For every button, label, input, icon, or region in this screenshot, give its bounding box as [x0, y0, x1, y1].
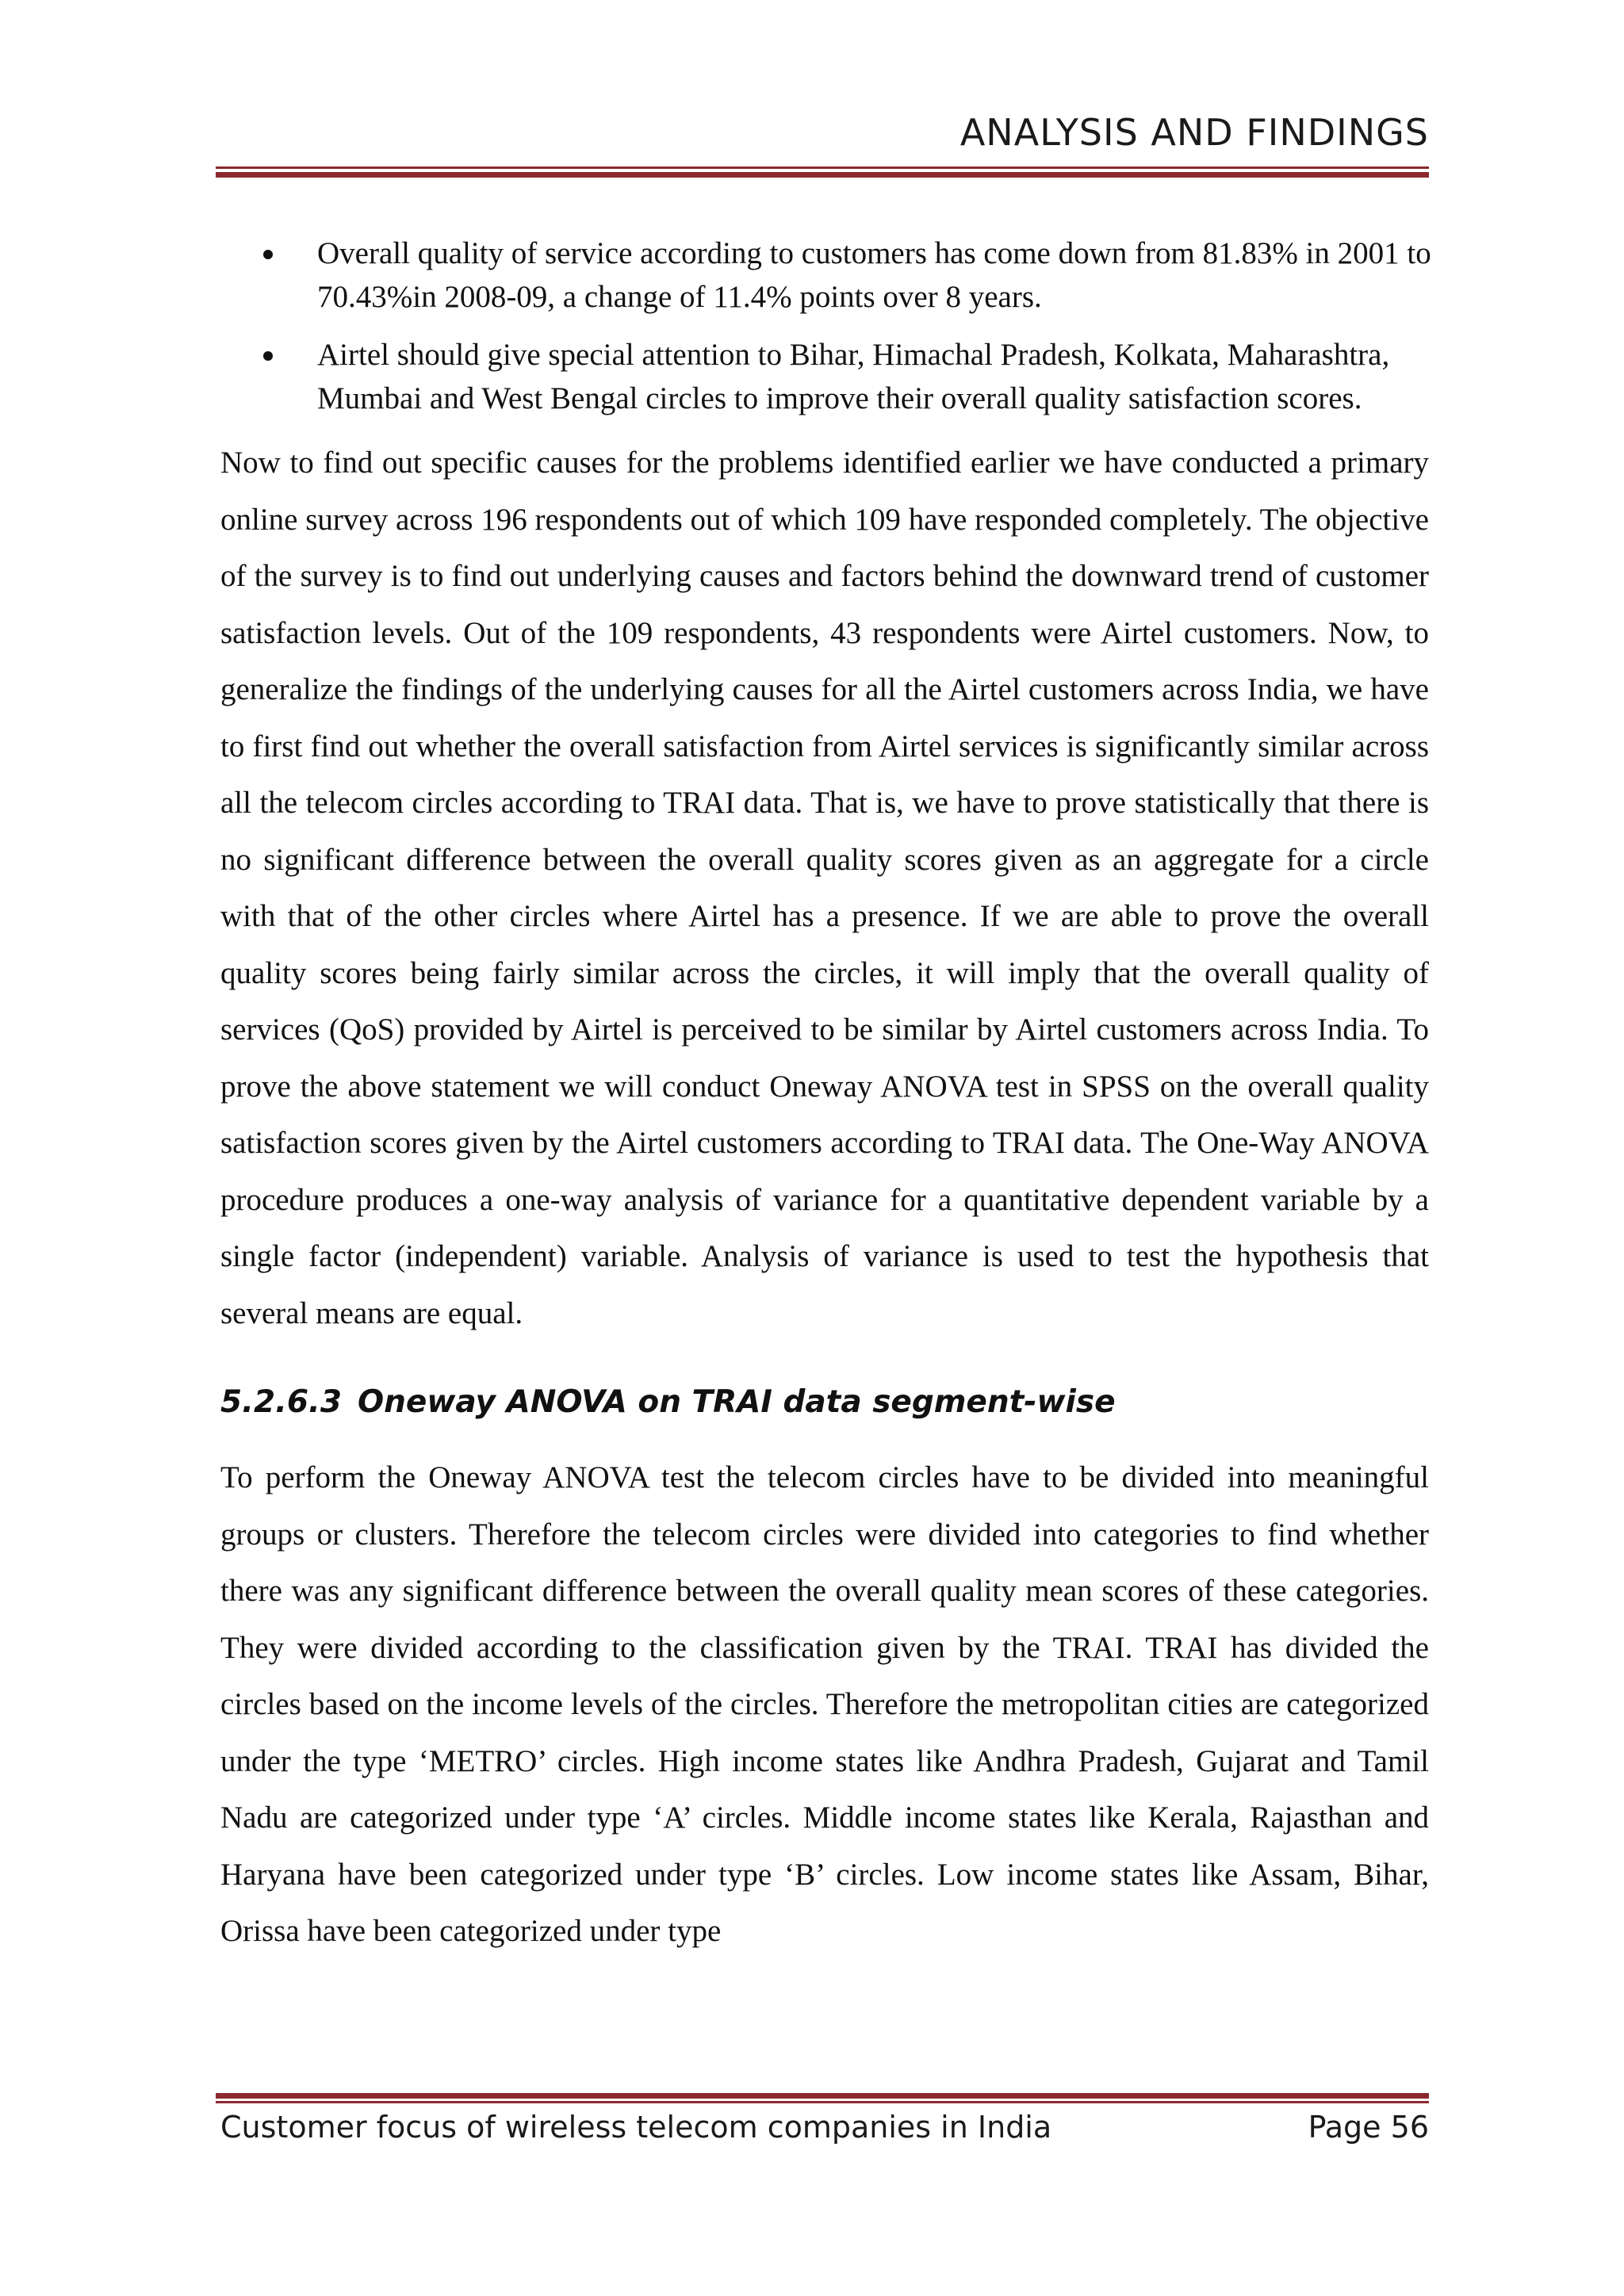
header-rule-thick — [216, 172, 1429, 178]
bullet-text: Airtel should give special attention to Bihar, Himachal Pradesh, Kolkata, Maharashtra, Mumbai and West Bengal circles to improve their overall quality satisfaction scores. — [317, 338, 1390, 415]
bullet-text: Overall quality of service according to customers has come down from 81.83% in 2001 to 70.43%in 2008-09, a change of 11.4% points over 8 years. — [317, 236, 1431, 314]
list-item — [220, 232, 1451, 319]
bullet-icon — [263, 351, 273, 361]
bullet-icon — [263, 250, 273, 259]
header-rule-thin — [216, 166, 1429, 169]
page-number: Page 56 — [1308, 2110, 1429, 2145]
section-number: 5.2.6.3 — [220, 1384, 342, 1420]
section-title: Oneway ANOVA on TRAI data segment-wise — [358, 1384, 1116, 1420]
footer-rule-thin — [216, 2101, 1429, 2103]
running-header: ANALYSIS AND FINDINGS — [959, 111, 1429, 154]
body-paragraph: To perform the Oneway ANOVA test the telecom circles have to be divided into meaningful groups or clusters. Therefore the telecom circles were divided into categories to find whether there was any significant difference between the overall quality mean scores of these categories. They were divided according to the classification given by the TRAI. TRAI has divided the circles based on the income levels of the circles. Therefore the metropolitan cities are categorized under the type ‘METRO’ circles. High income states like Andhra Pradesh, Gujarat and Tamil Nadu are categorized under type ‘A’ circles. Middle income states like Kerala, Rajasthan and Haryana have been categorized under type ‘B’ circles. Low income states like Assam, Bihar, Orissa have been categorized under type — [220, 1460, 1429, 1948]
running-footer: Customer focus of wireless telecom companies in India — [220, 2110, 1052, 2145]
list-item — [220, 333, 1451, 420]
body-paragraph: Now to find out specific causes for the problems identified earlier we have conducted a primary online survey across 196 respondents out of which 109 have responded completely. The objective of the survey is to find out underlying causes and factors behind the downward trend of customer satisfaction levels. Out of the 109 respondents, 43 respondents were Airtel customers. Now, to generalize the findings of the underlying causes for all the Airtel customers across India, we have to first find out whether the overall satisfaction from Airtel services is significantly similar across all the telecom circles according to TRAI data. That is, we have to prove statistically that there is no significant difference between the overall quality scores given as an aggregate for a circle with that of the other circles where Airtel has a presence. If we are able to prove the overall quality scores being fairly similar across the circles, it will imply that the overall quality of services (QoS) provided by Airtel is perceived to be similar by Airtel customers across India. To prove the above statement we will conduct Oneway ANOVA test in SPSS on the overall quality satisfaction scores given by the Airtel customers according to TRAI data. The One-Way ANOVA procedure produces a one-way analysis of variance for a quantitative dependent variable by a single factor (independent) variable. Analysis of variance is used to test the hypothesis that several means are equal. — [220, 446, 1429, 1330]
footer-rule-thick — [216, 2093, 1429, 2099]
bullet-list — [220, 232, 1429, 420]
page-body — [220, 232, 1429, 1960]
section-heading — [220, 1383, 1429, 1422]
